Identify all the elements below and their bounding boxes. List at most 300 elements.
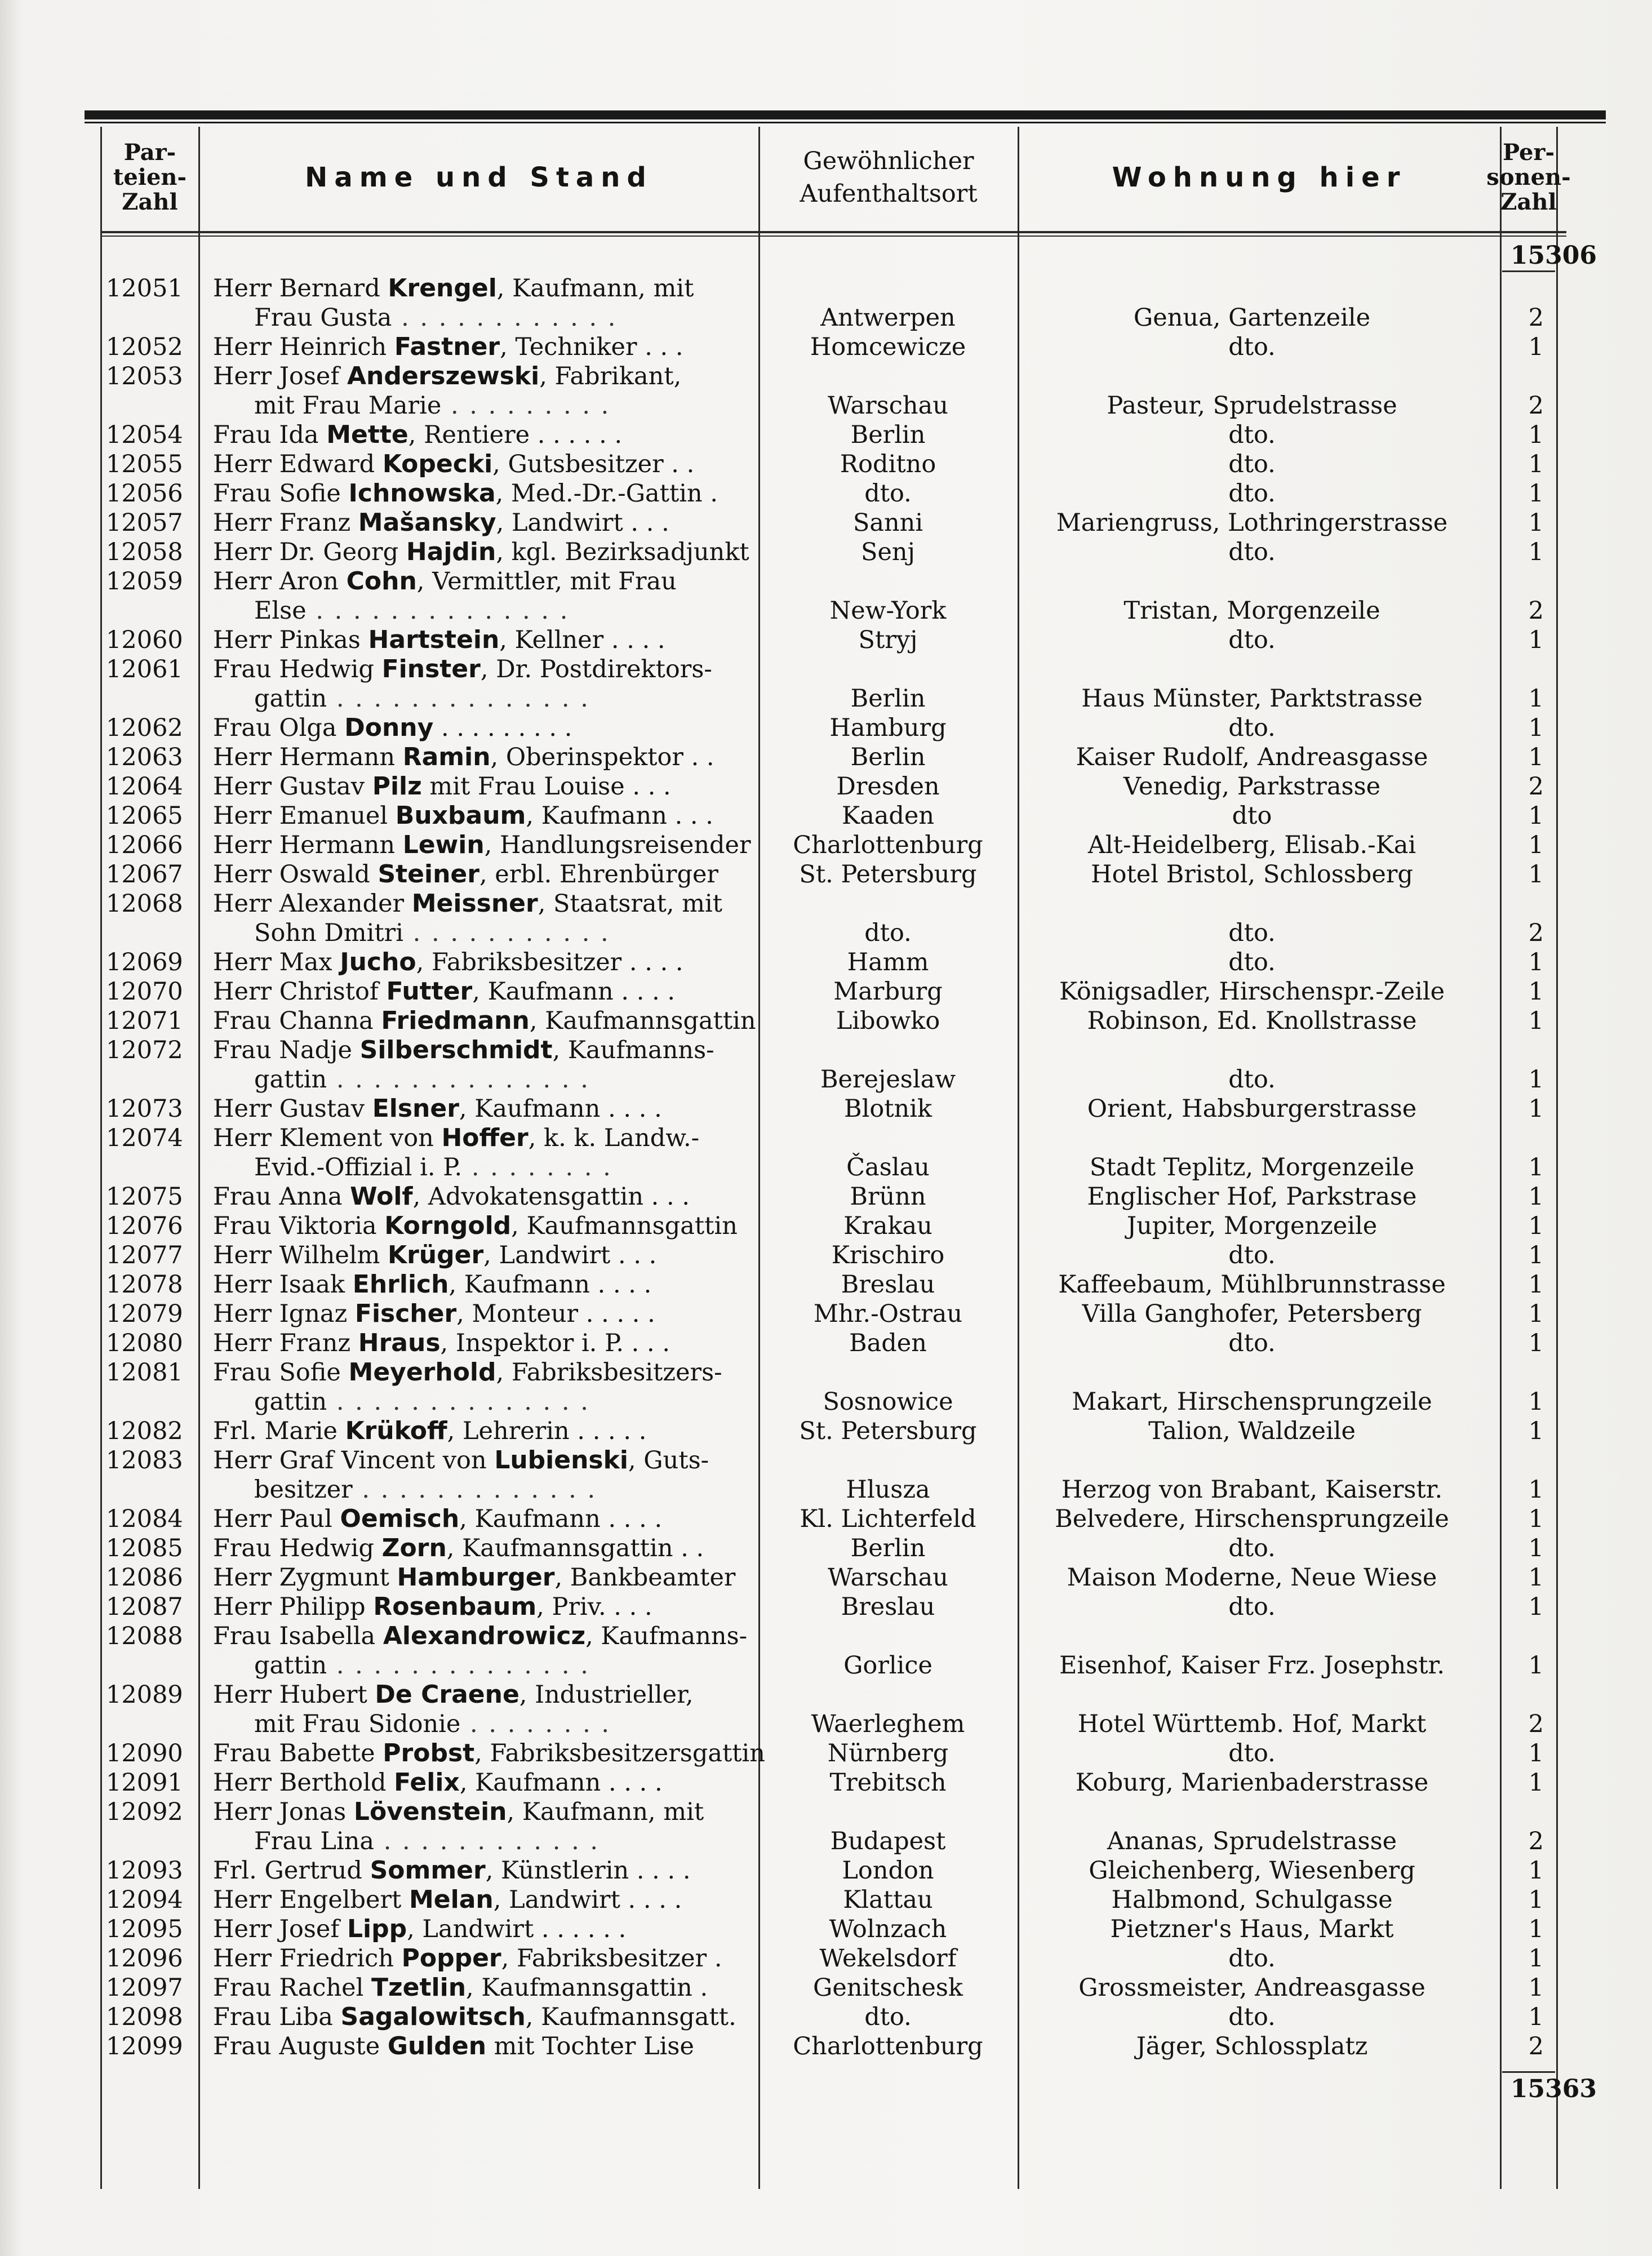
name-and-status	[213, 977, 754, 1006]
name-line	[213, 362, 754, 391]
occupation-text: , Kaufmann, mit	[507, 1798, 704, 1826]
name-line	[213, 1944, 754, 1973]
header-rule	[101, 231, 1566, 233]
name-text: Frau Liba	[213, 2003, 341, 2031]
table-row	[0, 1622, 1652, 1680]
name-and-status	[213, 1944, 754, 1973]
lodging-here: Kaffeebaum, Mühlbrunnstrasse	[1058, 1271, 1446, 1299]
occupation-text: , Kaufmann, mit	[496, 274, 694, 303]
name-continuation-line	[213, 1065, 754, 1094]
name-text: Frl. Gertrud	[213, 1857, 370, 1885]
name-and-status	[213, 1299, 754, 1329]
surname: Alexandrowicz	[383, 1622, 586, 1650]
name-line	[213, 1504, 754, 1534]
occupation-text: , Inspektor i. P. . . .	[440, 1329, 670, 1357]
occupation-text: , Kaufmannsgattin . .	[446, 1534, 704, 1562]
lodging-here: Talion, Waldzeile	[1148, 1417, 1356, 1445]
residence-place: Senj	[861, 538, 915, 566]
name-and-status	[213, 2032, 754, 2061]
leader-dots: . . . . . . . . . . . . . .	[327, 1388, 590, 1416]
lodging-here: Villa Ganghofer, Petersberg	[1082, 1300, 1422, 1328]
carry-out-overline	[1502, 2071, 1555, 2073]
name-text: Evid.-Offizial i. P.	[254, 1153, 463, 1182]
occupation-text: , Oberinspektor . .	[490, 743, 714, 771]
table-row	[0, 713, 1652, 743]
table-row	[0, 1856, 1652, 1885]
name-and-status	[213, 655, 754, 713]
name-continuation-line	[213, 596, 754, 625]
residence-place: Brünn	[850, 1183, 926, 1211]
residence-place: Krakau	[843, 1212, 932, 1240]
lodging-here: Maison Moderne, Neue Wiese	[1067, 1564, 1437, 1592]
residence-place: Mhr.-Ostrau	[813, 1300, 963, 1328]
name-text: Frau Isabella	[213, 1622, 383, 1650]
leader-dots: . . . . . . . . . . . . .	[352, 1476, 597, 1504]
name-line	[213, 1358, 754, 1387]
name-and-status	[213, 1006, 754, 1036]
name-and-status	[213, 1885, 754, 1915]
name-text: Frau Lina	[254, 1827, 375, 1855]
name-and-status	[213, 1563, 754, 1592]
surname: Hajdin	[406, 538, 496, 566]
residence-place: Krischiro	[831, 1241, 945, 1269]
name-text: Herr Hermann	[213, 831, 403, 859]
lodging-here: Koburg, Marienbaderstrasse	[1075, 1769, 1429, 1797]
table-row	[0, 1973, 1652, 2002]
name-continuation-line	[213, 1387, 754, 1416]
person-count: 1	[1528, 802, 1544, 830]
name-text: Herr Friedrich	[213, 1944, 402, 1973]
leader-dots: . . . . . . . . . . . .	[374, 1827, 600, 1855]
occupation-text: , Kaufmann . . . .	[459, 1095, 662, 1123]
surname: Buxbaum	[395, 801, 526, 830]
leader-dots: . . . . . . . . . . .	[403, 919, 610, 947]
person-count: 2	[1528, 1827, 1544, 1855]
surname: Donny	[344, 713, 434, 742]
carry-in-underline	[1502, 270, 1555, 272]
surname: Rosenbaum	[373, 1592, 537, 1621]
party-number: 12083	[106, 1446, 183, 1475]
table-row	[0, 508, 1652, 538]
person-count: 2	[1528, 919, 1544, 947]
lodging-here: Jäger, Schlossplatz	[1136, 2032, 1368, 2060]
occupation-text: , Kaufmann . . . .	[459, 1505, 663, 1533]
residence-place: Berejeslaw	[820, 1065, 956, 1094]
lodging-here: Grossmeister, Andreasgasse	[1078, 1974, 1425, 2002]
party-number: 12060	[106, 626, 183, 654]
name-line	[213, 1416, 754, 1446]
name-and-status	[213, 1358, 754, 1416]
header-personen-zahl: Per- sonen- Zahl	[1486, 139, 1571, 215]
lodging-here: dto.	[1228, 333, 1276, 361]
name-and-status	[213, 1270, 754, 1299]
surname: Steiner	[378, 860, 479, 889]
occupation-text: , Techniker . . .	[500, 333, 683, 361]
name-text: Frau Olga	[213, 714, 345, 742]
party-number: 12094	[106, 1886, 183, 1914]
name-continuation-line	[213, 303, 754, 332]
name-text: Herr Franz	[213, 1329, 358, 1357]
table-row	[0, 1592, 1652, 1622]
occupation-text: , Kaufmannsgattin	[511, 1212, 738, 1240]
name-text: besitzer	[254, 1476, 353, 1504]
residence-place: Berlin	[850, 685, 926, 713]
party-number: 12058	[106, 538, 183, 566]
name-text: Frau Viktoria	[213, 1212, 385, 1240]
residence-place: Libowko	[836, 1007, 940, 1035]
surname: Cohn	[346, 567, 417, 596]
surname: Fischer	[354, 1299, 457, 1328]
name-text: Frau Sofie	[213, 479, 349, 508]
name-text: Herr Josef	[213, 362, 347, 390]
table-row	[0, 1416, 1652, 1446]
lodging-here: Hotel Württemb. Hof, Markt	[1077, 1710, 1427, 1738]
surname: Friedmann	[381, 1006, 530, 1035]
name-line	[213, 1680, 754, 1709]
occupation-text: , Vermittler, mit Frau	[416, 567, 677, 596]
residence-place: Časlau	[846, 1153, 930, 1182]
occupation-text: mit Frau Louise . . .	[421, 772, 671, 801]
name-text: Herr Paul	[213, 1505, 340, 1533]
party-number: 12052	[106, 333, 183, 361]
person-count: 1	[1528, 1241, 1544, 1269]
name-line	[213, 508, 754, 538]
table-row	[0, 1885, 1652, 1915]
name-and-status	[213, 1329, 754, 1358]
occupation-text: , Staatsrat, mit	[538, 890, 723, 918]
occupation-text: , Kaufmanns-	[585, 1622, 748, 1650]
surname: Korngold	[384, 1211, 512, 1240]
residence-place: Hlusza	[846, 1476, 930, 1504]
person-count: 1	[1528, 1007, 1544, 1035]
party-number: 12090	[106, 1739, 183, 1768]
surname: Anderszewski	[347, 362, 540, 390]
leader-dots: . . . . . . . . . . . .	[392, 304, 618, 332]
name-line	[213, 625, 754, 655]
name-and-status	[213, 860, 754, 889]
party-number: 12079	[106, 1300, 183, 1328]
name-text: Herr Zygmunt	[213, 1564, 397, 1592]
name-continuation-line	[213, 918, 754, 948]
occupation-text: , Handlungsreisender	[484, 831, 751, 859]
name-text: Frau Gusta	[254, 304, 392, 332]
person-count: 1	[1528, 1212, 1544, 1240]
table-row	[0, 420, 1652, 450]
table-row	[0, 743, 1652, 772]
surname: Wolf	[350, 1182, 413, 1211]
name-and-status	[213, 1592, 754, 1622]
occupation-text: , Guts-	[628, 1446, 709, 1475]
party-number: 12053	[106, 362, 183, 390]
header-rule-thin	[101, 236, 1566, 237]
lodging-here: dto.	[1228, 1329, 1276, 1357]
person-count: 2	[1528, 2032, 1544, 2060]
surname: Tzetlin	[371, 1973, 467, 2002]
person-count: 1	[1528, 743, 1544, 771]
name-text: gattin	[254, 1388, 327, 1416]
person-count: 1	[1528, 1915, 1544, 1943]
table-row	[0, 538, 1652, 567]
residence-place: Breslau	[841, 1593, 935, 1621]
occupation-text: , Industrieller,	[519, 1681, 694, 1709]
name-and-status	[213, 274, 754, 332]
name-line	[213, 831, 754, 860]
residence-place: Gorlice	[843, 1651, 932, 1680]
name-text: Frau Hedwig	[213, 1534, 382, 1562]
name-line	[213, 1094, 754, 1123]
name-line	[213, 889, 754, 918]
table-row	[0, 1299, 1652, 1329]
person-count: 1	[1528, 1944, 1544, 1973]
lodging-here: dto.	[1228, 626, 1276, 654]
person-count: 1	[1528, 1095, 1544, 1123]
person-count: 1	[1528, 2003, 1544, 2031]
occupation-text: , Kaufmann . . . .	[448, 1271, 652, 1299]
person-count: 1	[1528, 538, 1544, 566]
lodging-here: dto.	[1228, 1241, 1276, 1269]
lodging-here: Königsadler, Hirschenspr.-Zeile	[1059, 978, 1445, 1006]
residence-place: St. Petersburg	[799, 1417, 977, 1445]
occupation-text: , Fabriksbesitzers-	[496, 1358, 722, 1387]
table-row	[0, 1563, 1652, 1592]
party-number: 12066	[106, 831, 183, 859]
person-count: 1	[1528, 333, 1544, 361]
lodging-here: dto	[1232, 802, 1272, 830]
person-count: 1	[1528, 1505, 1544, 1533]
name-text: Frau Anna	[213, 1183, 350, 1211]
table-row	[0, 801, 1652, 831]
surname: Hraus	[358, 1329, 441, 1357]
occupation-text: , Lehrerin . . . . .	[447, 1417, 647, 1445]
residence-place: Blotnik	[843, 1095, 932, 1123]
name-text: Herr Gustav	[213, 1095, 372, 1123]
surname: Kopecki	[382, 450, 493, 478]
residence-place: Marburg	[833, 978, 943, 1006]
surname: Mašansky	[358, 508, 496, 537]
name-text: Herr Dr. Georg	[213, 538, 406, 566]
name-line	[213, 977, 754, 1006]
table-row	[0, 948, 1652, 977]
name-text: Frau Hedwig	[213, 655, 382, 683]
lodging-here: Genua, Gartenzeile	[1133, 304, 1371, 332]
surname: Elsner	[372, 1094, 459, 1123]
lodging-here: Tristan, Morgenzeile	[1123, 597, 1380, 625]
residence-place: dto.	[864, 479, 912, 508]
name-text: Sohn Dmitri	[254, 919, 403, 947]
party-number: 12096	[106, 1944, 183, 1973]
top-rule	[85, 110, 1606, 119]
header-parteien-zahl: Par- teien- Zahl	[113, 139, 187, 215]
lodging-here: dto.	[1228, 714, 1276, 742]
name-continuation-line	[213, 1709, 754, 1739]
person-count: 1	[1528, 1564, 1544, 1592]
party-number: 12057	[106, 509, 183, 537]
table-row	[0, 1241, 1652, 1270]
person-count: 1	[1528, 831, 1544, 859]
table-row	[0, 332, 1652, 362]
occupation-text: mit Tochter Lise	[486, 2032, 694, 2060]
lodging-here: Jupiter, Morgenzeile	[1126, 1212, 1378, 1240]
name-line	[213, 1270, 754, 1299]
party-number: 12091	[106, 1769, 183, 1797]
party-number: 12080	[106, 1329, 183, 1357]
name-and-status	[213, 1123, 754, 1182]
party-number: 12065	[106, 802, 183, 830]
occupation-text: , Priv. . . .	[536, 1593, 652, 1621]
carry-in-total: 15306	[1510, 241, 1597, 270]
party-number: 12085	[106, 1534, 183, 1562]
occupation-text: , Fabriksbesitzer .	[501, 1944, 722, 1973]
person-count: 1	[1528, 450, 1544, 478]
party-number: 12061	[106, 655, 183, 683]
occupation-text: , Kaufmannsgattin .	[466, 1974, 708, 2002]
name-line	[213, 1299, 754, 1329]
lodging-here: dto.	[1228, 1593, 1276, 1621]
name-line	[213, 2032, 754, 2061]
header-aufenthaltsort: Gewöhnlicher Aufenthaltsort	[800, 147, 978, 208]
surname: Mette	[326, 420, 408, 449]
occupation-text: , Kaufmannsgattin	[529, 1007, 756, 1035]
person-count: 1	[1528, 948, 1544, 976]
occupation-text: , Gutsbesitzer . .	[492, 450, 695, 478]
surname: Melan	[409, 1885, 494, 1914]
lodging-here: dto.	[1228, 1534, 1276, 1562]
name-and-status	[213, 538, 754, 567]
name-line	[213, 2002, 754, 2032]
lodging-here: Pietzner's Haus, Markt	[1110, 1915, 1394, 1943]
surname: Meissner	[411, 889, 538, 918]
person-count: 1	[1528, 1065, 1544, 1094]
occupation-text: , Monteur . . . . .	[456, 1300, 655, 1328]
name-line	[213, 1006, 754, 1036]
name-text: Else	[254, 597, 307, 625]
table-row	[0, 1036, 1652, 1094]
surname: Lewin	[402, 831, 485, 859]
residence-place: Berlin	[850, 743, 926, 771]
name-text: Herr Engelbert	[213, 1886, 410, 1914]
lodging-here: Eisenhof, Kaiser Frz. Josephstr.	[1059, 1651, 1445, 1680]
name-line	[213, 1241, 754, 1270]
name-line	[213, 655, 754, 684]
party-number: 12092	[106, 1798, 183, 1826]
person-count: 2	[1528, 304, 1544, 332]
surname: Probst	[383, 1739, 475, 1768]
table-row	[0, 831, 1652, 860]
table-row	[0, 655, 1652, 713]
name-and-status	[213, 332, 754, 362]
surname: Krüger	[388, 1241, 484, 1269]
party-number: 12056	[106, 479, 183, 508]
party-number: 12068	[106, 890, 183, 918]
name-and-status	[213, 1241, 754, 1270]
name-line	[213, 1563, 754, 1592]
person-count: 1	[1528, 714, 1544, 742]
table-row	[0, 1797, 1652, 1856]
table-row	[0, 1739, 1652, 1768]
party-number: 12069	[106, 948, 183, 976]
name-text: Frl. Marie	[213, 1417, 345, 1445]
name-line	[213, 1329, 754, 1358]
party-number: 12095	[106, 1915, 183, 1943]
occupation-text: , Bankbeamter	[554, 1564, 736, 1592]
name-text: gattin	[254, 1651, 327, 1680]
surname: Ramin	[402, 743, 491, 771]
name-line	[213, 948, 754, 977]
lodging-here: dto.	[1228, 919, 1276, 947]
lodging-here: Mariengruss, Lothringerstrasse	[1056, 509, 1448, 537]
lodging-here: dto.	[1228, 948, 1276, 976]
person-count: 1	[1528, 1329, 1544, 1357]
lodging-here: Robinson, Ed. Knollstrasse	[1087, 1007, 1417, 1035]
name-line	[213, 567, 754, 596]
surname: Oemisch	[340, 1504, 460, 1533]
surname: Silberschmidt	[359, 1036, 553, 1064]
lodging-here: Englischer Hof, Parkstrase	[1087, 1183, 1417, 1211]
residence-place: Baden	[849, 1329, 927, 1357]
residence-place: Trebitsch	[829, 1769, 947, 1797]
residence-place: St. Petersburg	[799, 860, 977, 889]
occupation-text: , Kaufmannsgatt.	[525, 2003, 736, 2031]
name-text: Herr Alexander	[213, 890, 412, 918]
residence-place: Sosnowice	[823, 1388, 953, 1416]
surname: Felix	[394, 1768, 460, 1797]
person-count: 2	[1528, 597, 1544, 625]
lodging-here: dto.	[1228, 538, 1276, 566]
name-text: Herr Philipp	[213, 1593, 374, 1621]
name-line	[213, 860, 754, 889]
name-line	[213, 1182, 754, 1211]
name-and-status	[213, 1416, 754, 1446]
lodging-here: Haus Münster, Parktstrasse	[1081, 685, 1423, 713]
name-text: Herr Josef	[213, 1915, 347, 1943]
name-and-status	[213, 508, 754, 538]
person-count: 1	[1528, 1886, 1544, 1914]
person-count: 1	[1528, 509, 1544, 537]
party-number: 12099	[106, 2032, 183, 2060]
leader-dots: . . . . . . . . . . . . . .	[327, 1651, 590, 1680]
occupation-text: , k. k. Landw.-	[528, 1124, 700, 1152]
person-count: 1	[1528, 860, 1544, 889]
occupation-text: , erbl. Ehrenbürger	[479, 860, 718, 889]
surname: Fastner	[394, 332, 500, 361]
name-line	[213, 1797, 754, 1827]
party-number: 12093	[106, 1857, 183, 1885]
residence-place: Roditno	[840, 450, 936, 478]
table-row	[0, 977, 1652, 1006]
party-number: 12071	[106, 1007, 183, 1035]
surname: Hartstein	[368, 625, 500, 654]
party-number: 12097	[106, 1974, 183, 2002]
leader-dots: . . . . . . . . . . . . . .	[306, 597, 570, 625]
name-text: Herr Edward	[213, 450, 383, 478]
name-text: Herr Pinkas	[213, 626, 368, 654]
name-text: Herr Graf Vincent von	[213, 1446, 495, 1475]
occupation-text: , Kaufmann . . .	[526, 802, 713, 830]
occupation-text: , Dr. Postdirektors-	[480, 655, 712, 683]
name-text: Frau Ida	[213, 421, 327, 449]
name-text: Herr Jonas	[213, 1798, 354, 1826]
table-row	[0, 1123, 1652, 1182]
occupation-text: , kgl. Bezirksadjunkt	[496, 538, 749, 566]
residence-place: Kaaden	[841, 802, 935, 830]
name-and-status	[213, 362, 754, 420]
name-text: Herr Hubert	[213, 1681, 375, 1709]
party-number: 12072	[106, 1036, 183, 1064]
party-number: 12055	[106, 450, 183, 478]
table-row	[0, 1270, 1652, 1299]
person-count: 1	[1528, 1593, 1544, 1621]
residence-place: Breslau	[841, 1271, 935, 1299]
